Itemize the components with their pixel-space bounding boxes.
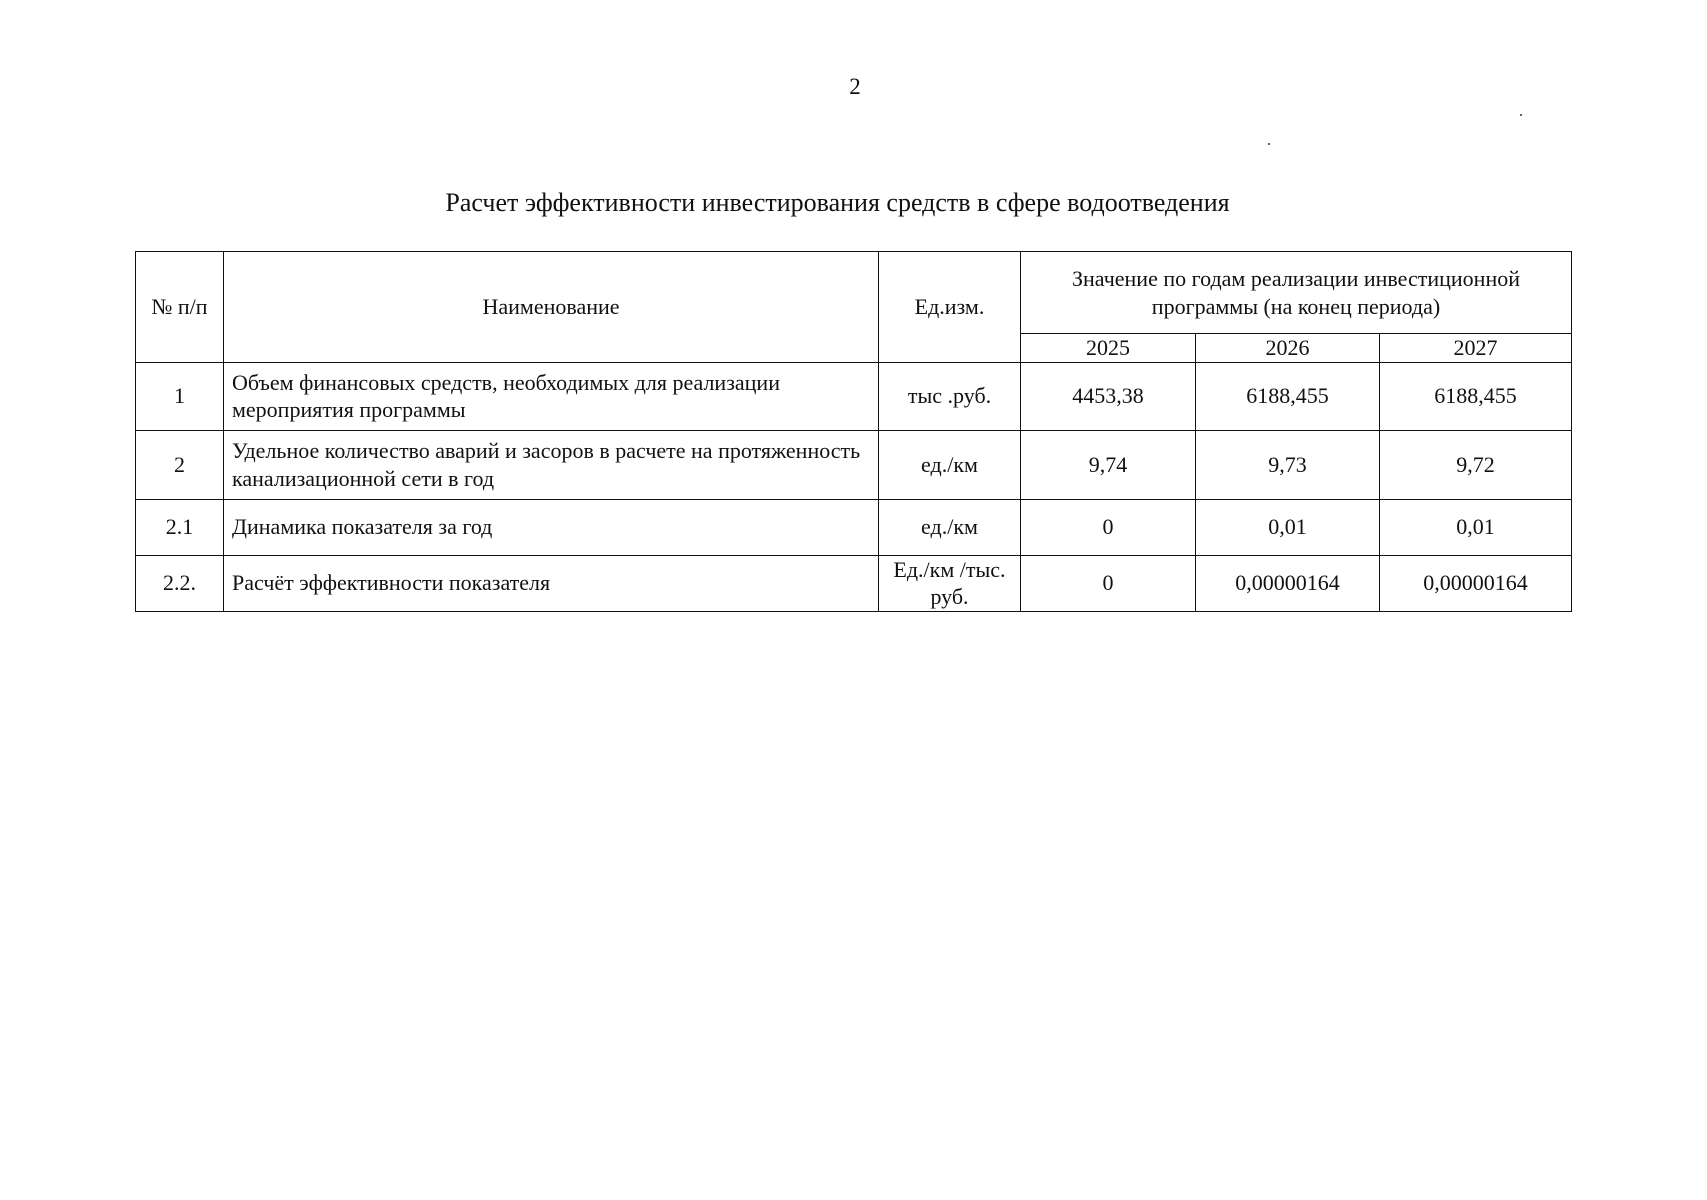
- scan-speck: [1268, 143, 1270, 145]
- header-name: Наименование: [224, 252, 879, 363]
- table-row: [136, 362, 1572, 430]
- row-value: 0,00000164: [1380, 555, 1572, 611]
- header-year: 2027: [1380, 334, 1572, 363]
- row-num: 2: [136, 430, 224, 499]
- row-name: Объем финансовых средств, необходимых для реализации мероприятия программы: [224, 362, 879, 430]
- table-row: [136, 430, 1572, 499]
- efficiency-table: [135, 251, 1572, 612]
- row-value: 9,74: [1021, 430, 1196, 499]
- header-unit: Ед.изм.: [879, 252, 1021, 363]
- row-name: Динамика показателя за год: [224, 499, 879, 555]
- row-value: 6188,455: [1196, 362, 1380, 430]
- row-num: 2.2.: [136, 555, 224, 611]
- row-unit: тыс .руб.: [879, 362, 1021, 430]
- scan-speck: [1520, 114, 1522, 116]
- header-year: 2025: [1021, 334, 1196, 363]
- row-value: 9,73: [1196, 430, 1380, 499]
- table-row: [136, 499, 1572, 555]
- document-title: Расчет эффективности инвестирования средств в сфере водоотведения: [445, 188, 1230, 217]
- header-num: № п/п: [136, 252, 224, 363]
- row-value: 0: [1021, 499, 1196, 555]
- row-value: 0: [1021, 555, 1196, 611]
- row-num: 2.1: [136, 499, 224, 555]
- row-unit: ед./км: [879, 430, 1021, 499]
- row-value: 4453,38: [1021, 362, 1196, 430]
- table-row: [136, 555, 1572, 611]
- row-name: Расчёт эффективности показателя: [224, 555, 879, 611]
- row-num: 1: [136, 362, 224, 430]
- row-value: 0,01: [1380, 499, 1572, 555]
- row-value: 0,01: [1196, 499, 1380, 555]
- page-number: 2: [849, 74, 861, 99]
- row-unit: ед./км: [879, 499, 1021, 555]
- row-value: 0,00000164: [1196, 555, 1380, 611]
- header-year: 2026: [1196, 334, 1380, 363]
- row-value: 9,72: [1380, 430, 1572, 499]
- row-unit: Ед./км /тыс. руб.: [879, 555, 1021, 611]
- header-values-group: Значение по годам реализации инвестиционной программы (на конец периода): [1021, 252, 1572, 334]
- row-value: 6188,455: [1380, 362, 1572, 430]
- table-header-row: [136, 252, 1572, 334]
- row-name: Удельное количество аварий и засоров в расчете на протяженность канализационной сети в год: [224, 430, 879, 499]
